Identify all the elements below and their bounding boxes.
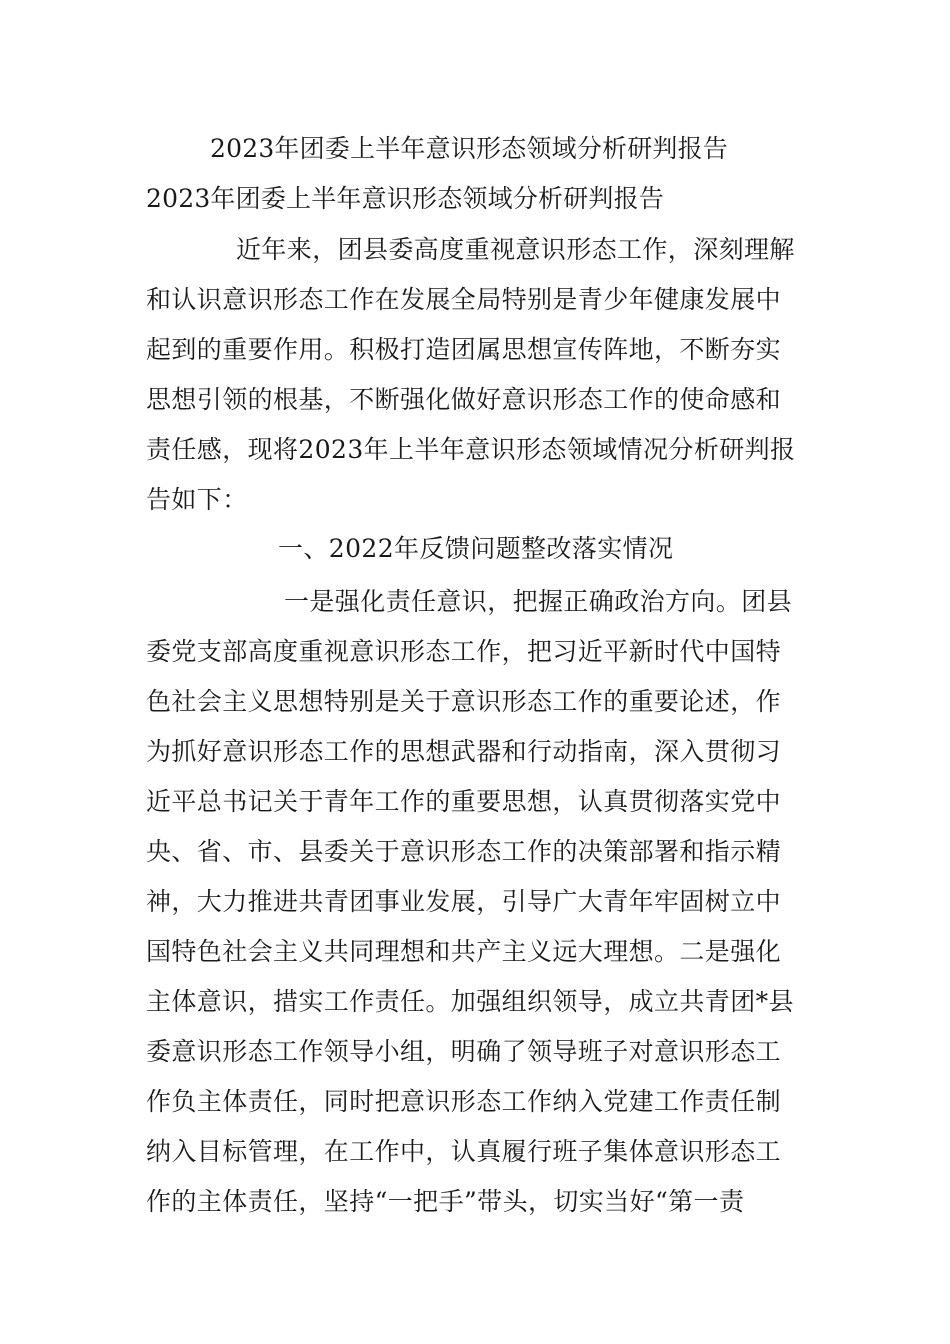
- document-subtitle: 2023年团委上半年意识形态领域分析研判报告: [146, 184, 665, 213]
- body-line: 起到的重要作用。积极打造团属思想宣传阵地，不断夯实: [146, 335, 782, 364]
- body-line: 主体意识，措实工作责任。加强组织领导，成立共青团*县: [146, 987, 794, 1016]
- section-heading: 一、2022年反馈问题整改落实情况: [278, 534, 674, 563]
- body-line: 委意识形态工作领导小组，明确了领导班子对意识形态工: [146, 1037, 782, 1066]
- body-line: 近平总书记关于青年工作的重要思想，认真贯彻落实党中: [146, 787, 782, 816]
- body-line: 和认识意识形态工作在发展全局特别是青少年健康发展中: [146, 285, 782, 314]
- body-line: 央、省、市、县委关于意识形态工作的决策部署和指示精: [146, 837, 782, 866]
- body-line: 近年来，团县委高度重视意识形态工作，深刻理解: [236, 235, 795, 264]
- body-line: 作的主体责任，坚持“一把手”带头，切实当好“第一责: [146, 1187, 745, 1216]
- document-title: 2023年团委上半年意识形态领域分析研判报告: [210, 134, 729, 163]
- body-line: 为抓好意识形态工作的思想武器和行动指南，深入贯彻习: [146, 737, 782, 766]
- body-line: 责任感，现将2023年上半年意识形态领域情况分析研判报: [146, 435, 796, 464]
- body-line: 色社会主义思想特别是关于意识形态工作的重要论述，作: [146, 687, 782, 716]
- body-line: 国特色社会主义共同理想和共产主义远大理想。二是强化: [146, 937, 782, 966]
- body-line: 告如下：: [146, 485, 248, 514]
- body-line: 纳入目标管理，在工作中，认真履行班子集体意识形态工: [146, 1137, 782, 1166]
- body-line: 委党支部高度重视意识形态工作，把习近平新时代中国特: [146, 637, 782, 666]
- body-line: 一是强化责任意识，把握正确政治方向。团县: [284, 587, 793, 616]
- body-line: 作负主体责任，同时把意识形态工作纳入党建工作责任制: [146, 1087, 782, 1116]
- body-line: 神，大力推进共青团事业发展，引导广大青年牢固树立中: [146, 887, 782, 916]
- body-line: 思想引领的根基，不断强化做好意识形态工作的使命感和: [146, 385, 782, 414]
